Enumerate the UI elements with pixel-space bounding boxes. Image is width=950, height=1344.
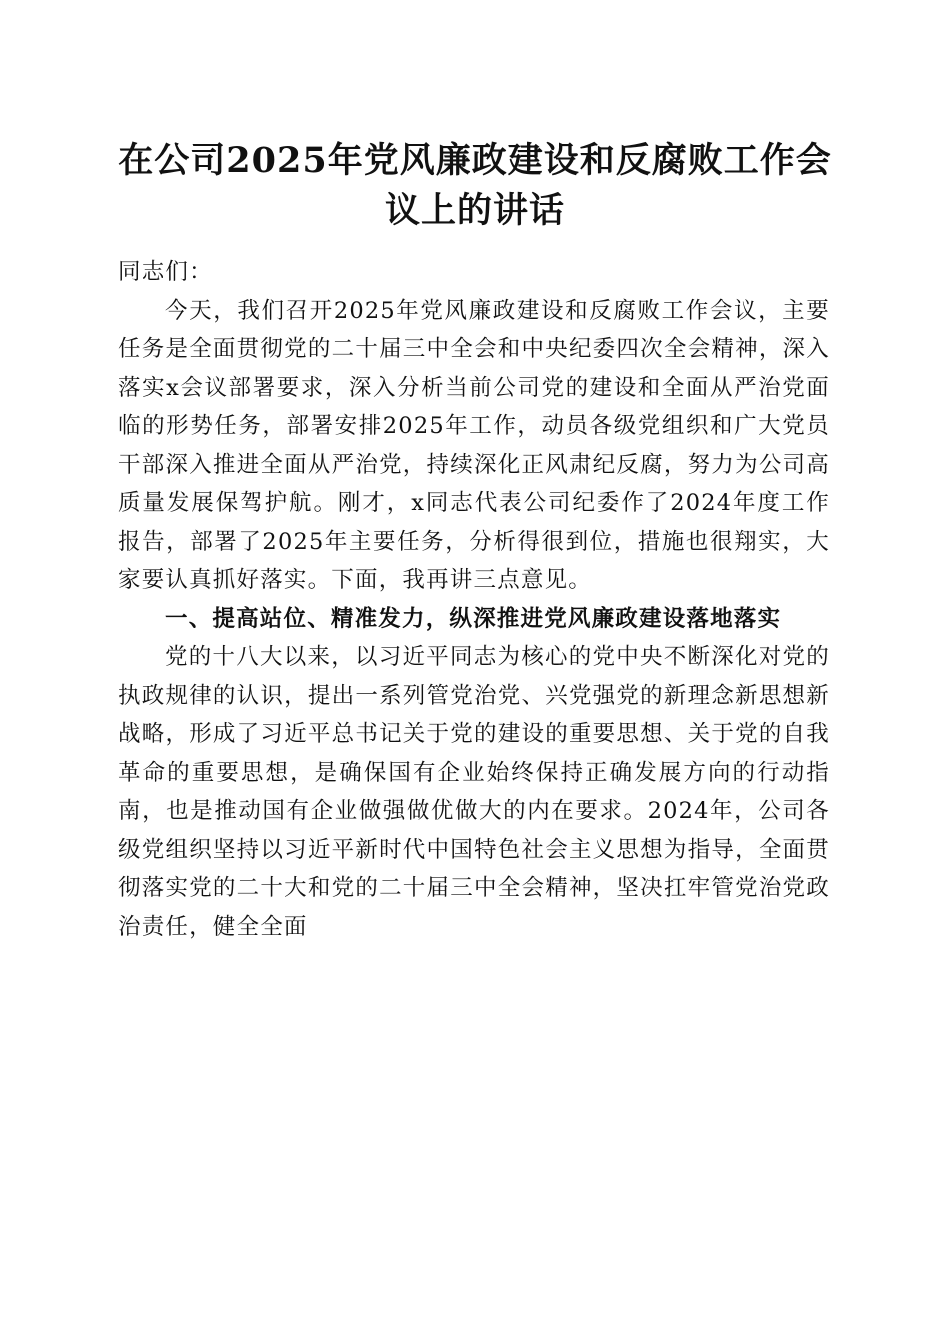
document-title: 在公司2025年党风廉政建设和反腐败工作会议上的讲话 bbox=[118, 140, 832, 231]
section-heading: 一、提高站位、精准发力，纵深推进党风廉政建设落地落实 bbox=[165, 605, 782, 632]
intro-paragraph: 今天，我们召开2025年党风廉政建设和反腐败工作会议，主要任务是全面贯彻党的二十届三中全会和中央纪委四次全会精神，深入落实x会议部署要求，深入分析当前公司党的建设和全面从严治党面临的形势任务，部署安排2025年工作，动员各级党组织和广大党员干部深入推进全面从严治党，持续深化正风肃纪反腐，努力为公司高质量发展保驾护航。刚才，x同志代表公司纪委作了2024年度工作报告，部署了2025年主要任务，分析得很到位，措施也很翔实，大家要认真抓好落实。下面，我再讲三点意见。 bbox=[118, 297, 830, 593]
document-body bbox=[118, 253, 830, 946]
section-paragraph: 党的十八大以来，以习近平同志为核心的党中央不断深化对党的执政规律的认识，提出一系列管党治党、兴党强党的新理念新思想新战略，形成了习近平总书记关于党的建设的重要思想、关于党的自我革命的重要思想，是确保国有企业始终保持正确发展方向的行动指南，也是推动国有企业做强做优做大的内在要求。2024年，公司各级党组织坚持以习近平新时代中国特色社会主义思想为指导，全面贯彻落实党的二十大和党的二十届三中全会精神，坚决扛牢管党治党政治责任，健全全面 bbox=[118, 644, 830, 940]
salutation: 同志们： bbox=[118, 259, 213, 285]
